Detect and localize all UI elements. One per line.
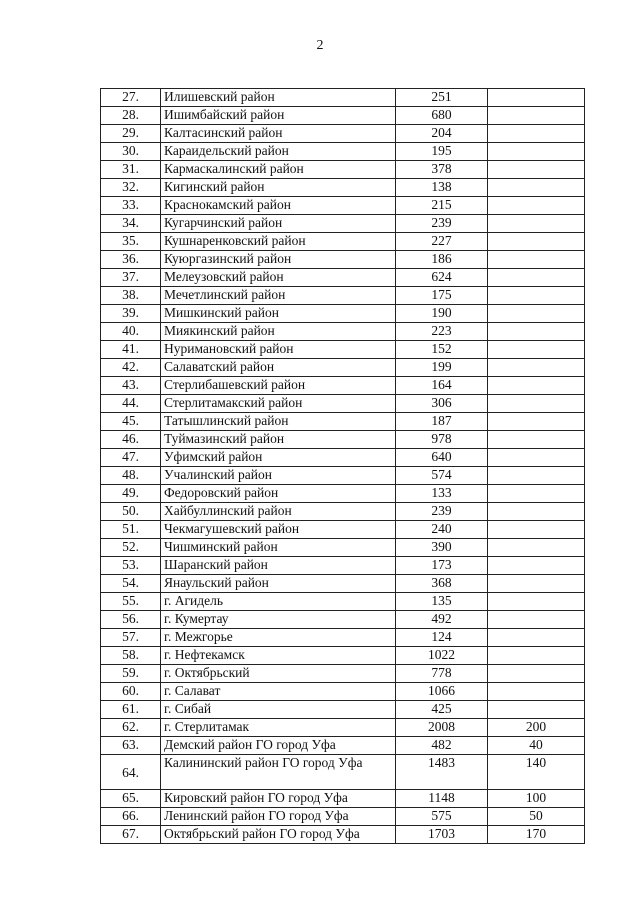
extra-value-cell: 40 [488, 737, 585, 755]
value-cell: 124 [396, 629, 488, 647]
page-number: 2 [316, 38, 324, 53]
value-cell: 138 [396, 179, 488, 197]
districts-table [100, 88, 585, 844]
row-number-cell: 62. [101, 719, 161, 737]
district-name-cell: Кушнаренковский район [161, 233, 396, 251]
value-cell: 306 [396, 395, 488, 413]
value-cell: 425 [396, 701, 488, 719]
extra-value-cell [488, 665, 585, 683]
extra-value-cell [488, 233, 585, 251]
table-row [101, 611, 585, 629]
value-cell: 1483 [396, 755, 488, 790]
value-cell: 482 [396, 737, 488, 755]
extra-value-cell: 200 [488, 719, 585, 737]
extra-value-cell [488, 161, 585, 179]
extra-value-cell [488, 359, 585, 377]
table-row [101, 557, 585, 575]
row-number-cell: 64. [101, 755, 161, 790]
table-row [101, 808, 585, 826]
value-cell: 187 [396, 413, 488, 431]
row-number-cell: 63. [101, 737, 161, 755]
value-cell: 135 [396, 593, 488, 611]
extra-value-cell [488, 539, 585, 557]
row-number-cell: 27. [101, 89, 161, 107]
district-name-cell: Чишминский район [161, 539, 396, 557]
value-cell: 1148 [396, 790, 488, 808]
table-row [101, 89, 585, 107]
district-name-cell: Туймазинский район [161, 431, 396, 449]
district-name-cell: Шаранский район [161, 557, 396, 575]
district-name-cell: Куюргазинский район [161, 251, 396, 269]
district-name-cell: г. Агидель [161, 593, 396, 611]
table-row [101, 575, 585, 593]
row-number-cell: 43. [101, 377, 161, 395]
extra-value-cell [488, 431, 585, 449]
extra-value-cell [488, 143, 585, 161]
district-name-cell: Октябрьский район ГО город Уфа [161, 826, 396, 844]
row-number-cell: 66. [101, 808, 161, 826]
extra-value-cell [488, 701, 585, 719]
value-cell: 223 [396, 323, 488, 341]
district-name-cell: г. Октябрьский [161, 665, 396, 683]
extra-value-cell [488, 269, 585, 287]
value-cell: 978 [396, 431, 488, 449]
extra-value-cell [488, 197, 585, 215]
table-row [101, 359, 585, 377]
value-cell: 239 [396, 215, 488, 233]
table-row [101, 413, 585, 431]
value-cell: 204 [396, 125, 488, 143]
value-cell: 133 [396, 485, 488, 503]
table-row [101, 521, 585, 539]
row-number-cell: 59. [101, 665, 161, 683]
row-number-cell: 37. [101, 269, 161, 287]
district-name-cell: Чекмагушевский район [161, 521, 396, 539]
extra-value-cell: 140 [488, 755, 585, 790]
district-name-cell: г. Кумертау [161, 611, 396, 629]
table-row [101, 629, 585, 647]
district-name-cell: Кугарчинский район [161, 215, 396, 233]
extra-value-cell [488, 521, 585, 539]
value-cell: 378 [396, 161, 488, 179]
table-row [101, 143, 585, 161]
row-number-cell: 31. [101, 161, 161, 179]
extra-value-cell: 170 [488, 826, 585, 844]
value-cell: 164 [396, 377, 488, 395]
row-number-cell: 47. [101, 449, 161, 467]
value-cell: 175 [396, 287, 488, 305]
extra-value-cell [488, 629, 585, 647]
district-name-cell: Федоровский район [161, 485, 396, 503]
value-cell: 251 [396, 89, 488, 107]
table-row [101, 719, 585, 737]
district-name-cell: Кармаскалинский район [161, 161, 396, 179]
value-cell: 680 [396, 107, 488, 125]
table-row [101, 683, 585, 701]
extra-value-cell [488, 413, 585, 431]
extra-value-cell [488, 107, 585, 125]
district-name-cell: Мишкинский район [161, 305, 396, 323]
table-row [101, 251, 585, 269]
extra-value-cell [488, 395, 585, 413]
table-row [101, 431, 585, 449]
extra-value-cell: 100 [488, 790, 585, 808]
extra-value-cell [488, 305, 585, 323]
district-name-cell: г. Нефтекамск [161, 647, 396, 665]
extra-value-cell [488, 251, 585, 269]
district-name-cell: Татышлинский район [161, 413, 396, 431]
value-cell: 492 [396, 611, 488, 629]
value-cell: 624 [396, 269, 488, 287]
row-number-cell: 60. [101, 683, 161, 701]
row-number-cell: 53. [101, 557, 161, 575]
table-row [101, 395, 585, 413]
district-name-cell: Калтасинский район [161, 125, 396, 143]
row-number-cell: 49. [101, 485, 161, 503]
table-row [101, 287, 585, 305]
row-number-cell: 54. [101, 575, 161, 593]
row-number-cell: 61. [101, 701, 161, 719]
table-row [101, 467, 585, 485]
value-cell: 190 [396, 305, 488, 323]
row-number-cell: 28. [101, 107, 161, 125]
extra-value-cell [488, 377, 585, 395]
table-row [101, 179, 585, 197]
row-number-cell: 67. [101, 826, 161, 844]
table-row [101, 107, 585, 125]
extra-value-cell [488, 467, 585, 485]
table-row [101, 305, 585, 323]
table-row [101, 701, 585, 719]
extra-value-cell [488, 287, 585, 305]
row-number-cell: 46. [101, 431, 161, 449]
district-name-cell: Караидельский район [161, 143, 396, 161]
value-cell: 199 [396, 359, 488, 377]
extra-value-cell [488, 593, 585, 611]
row-number-cell: 32. [101, 179, 161, 197]
table-row [101, 665, 585, 683]
table-row [101, 269, 585, 287]
table-row [101, 449, 585, 467]
district-name-cell: г. Межгорье [161, 629, 396, 647]
table-row [101, 539, 585, 557]
row-number-cell: 58. [101, 647, 161, 665]
district-name-cell: Кигинский район [161, 179, 396, 197]
value-cell: 2008 [396, 719, 488, 737]
value-cell: 1022 [396, 647, 488, 665]
value-cell: 1066 [396, 683, 488, 701]
table-row [101, 125, 585, 143]
table-row [101, 161, 585, 179]
district-name-cell: Краснокамский район [161, 197, 396, 215]
table-row [101, 755, 585, 790]
district-name-cell: Мелеузовский район [161, 269, 396, 287]
district-name-cell: г. Стерлитамак [161, 719, 396, 737]
district-name-cell: Янаульский район [161, 575, 396, 593]
table-row [101, 323, 585, 341]
row-number-cell: 50. [101, 503, 161, 521]
extra-value-cell [488, 683, 585, 701]
extra-value-cell: 50 [488, 808, 585, 826]
district-name-cell: Илишевский район [161, 89, 396, 107]
row-number-cell: 38. [101, 287, 161, 305]
row-number-cell: 40. [101, 323, 161, 341]
value-cell: 368 [396, 575, 488, 593]
district-name-cell: Калининский район ГО город Уфа [161, 755, 396, 790]
value-cell: 574 [396, 467, 488, 485]
row-number-cell: 52. [101, 539, 161, 557]
extra-value-cell [488, 485, 585, 503]
table-row [101, 215, 585, 233]
row-number-cell: 35. [101, 233, 161, 251]
extra-value-cell [488, 647, 585, 665]
extra-value-cell [488, 323, 585, 341]
value-cell: 575 [396, 808, 488, 826]
table-row [101, 485, 585, 503]
district-name-cell: Салаватский район [161, 359, 396, 377]
extra-value-cell [488, 341, 585, 359]
row-number-cell: 36. [101, 251, 161, 269]
extra-value-cell [488, 89, 585, 107]
district-name-cell: г. Сибай [161, 701, 396, 719]
table-row [101, 826, 585, 844]
table-row [101, 737, 585, 755]
value-cell: 390 [396, 539, 488, 557]
row-number-cell: 30. [101, 143, 161, 161]
district-name-cell: Миякинский район [161, 323, 396, 341]
extra-value-cell [488, 557, 585, 575]
value-cell: 1703 [396, 826, 488, 844]
row-number-cell: 29. [101, 125, 161, 143]
district-name-cell: Демский район ГО город Уфа [161, 737, 396, 755]
value-cell: 186 [396, 251, 488, 269]
value-cell: 240 [396, 521, 488, 539]
value-cell: 640 [396, 449, 488, 467]
district-name-cell: Хайбуллинский район [161, 503, 396, 521]
district-name-cell: Ишимбайский район [161, 107, 396, 125]
value-cell: 173 [396, 557, 488, 575]
row-number-cell: 57. [101, 629, 161, 647]
district-name-cell: Ленинский район ГО город Уфа [161, 808, 396, 826]
row-number-cell: 33. [101, 197, 161, 215]
value-cell: 152 [396, 341, 488, 359]
district-name-cell: Учалинский район [161, 467, 396, 485]
row-number-cell: 55. [101, 593, 161, 611]
extra-value-cell [488, 611, 585, 629]
table-row [101, 647, 585, 665]
table-row [101, 233, 585, 251]
table-row [101, 503, 585, 521]
extra-value-cell [488, 575, 585, 593]
row-number-cell: 41. [101, 341, 161, 359]
extra-value-cell [488, 179, 585, 197]
row-number-cell: 51. [101, 521, 161, 539]
row-number-cell: 44. [101, 395, 161, 413]
district-name-cell: Нуримановский район [161, 341, 396, 359]
value-cell: 195 [396, 143, 488, 161]
table-row [101, 341, 585, 359]
district-name-cell: Кировский район ГО город Уфа [161, 790, 396, 808]
table-row [101, 593, 585, 611]
row-number-cell: 45. [101, 413, 161, 431]
row-number-cell: 65. [101, 790, 161, 808]
value-cell: 215 [396, 197, 488, 215]
row-number-cell: 42. [101, 359, 161, 377]
district-name-cell: Стерлибашевский район [161, 377, 396, 395]
table-row [101, 197, 585, 215]
value-cell: 778 [396, 665, 488, 683]
row-number-cell: 56. [101, 611, 161, 629]
value-cell: 239 [396, 503, 488, 521]
extra-value-cell [488, 449, 585, 467]
row-number-cell: 34. [101, 215, 161, 233]
extra-value-cell [488, 503, 585, 521]
district-name-cell: Мечетлинский район [161, 287, 396, 305]
district-name-cell: г. Салават [161, 683, 396, 701]
row-number-cell: 39. [101, 305, 161, 323]
extra-value-cell [488, 125, 585, 143]
district-name-cell: Уфимский район [161, 449, 396, 467]
district-name-cell: Стерлитамакский район [161, 395, 396, 413]
extra-value-cell [488, 215, 585, 233]
row-number-cell: 48. [101, 467, 161, 485]
table-row [101, 790, 585, 808]
table-row [101, 377, 585, 395]
value-cell: 227 [396, 233, 488, 251]
